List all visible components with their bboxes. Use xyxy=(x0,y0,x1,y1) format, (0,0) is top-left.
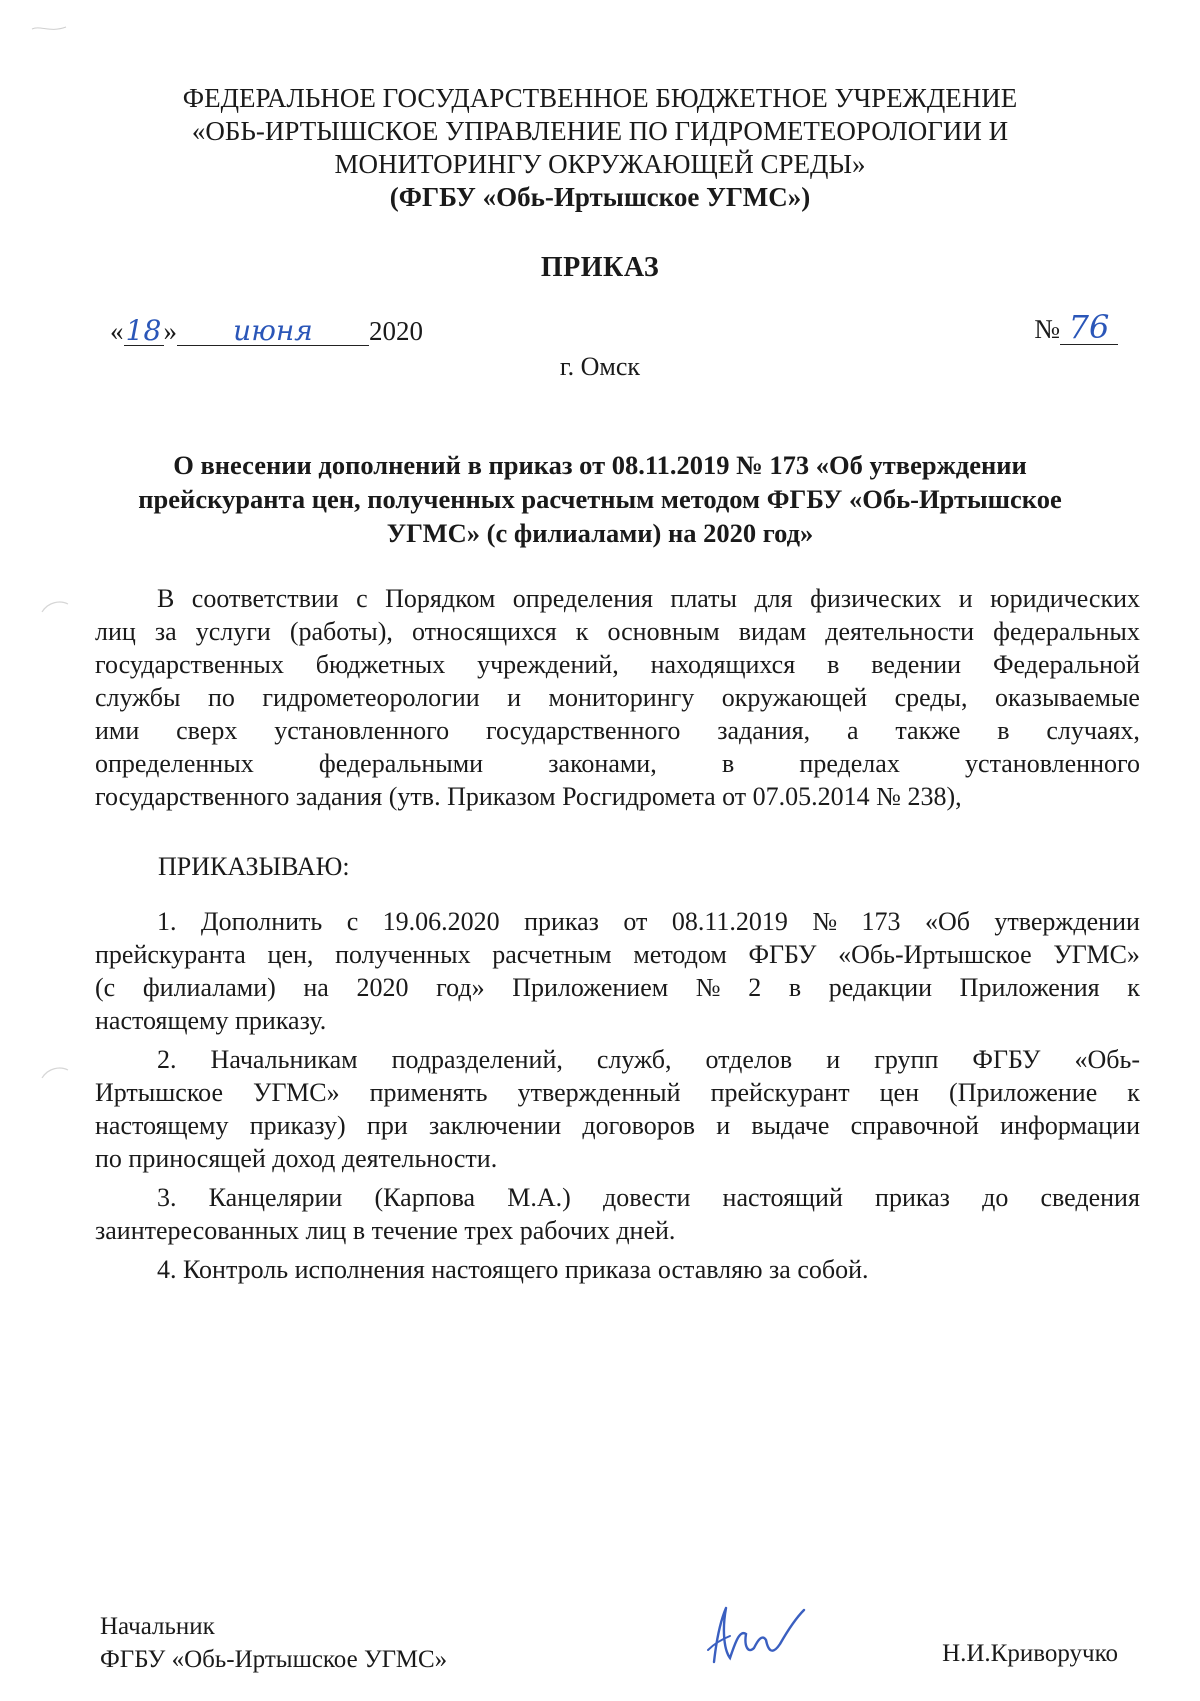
word: методом xyxy=(633,940,727,969)
word: «Об xyxy=(924,907,970,936)
position-title: Начальник xyxy=(100,1613,215,1640)
word: Начальникам xyxy=(210,1045,358,1074)
word: среды, xyxy=(894,683,968,712)
order-item-2 xyxy=(95,1043,1140,1175)
word: справочной xyxy=(850,1111,979,1140)
word: видам xyxy=(738,617,807,646)
item-line xyxy=(95,1109,1140,1142)
word: задания, xyxy=(717,716,811,745)
word: юридических xyxy=(990,584,1140,613)
word: Канцелярии xyxy=(208,1183,343,1212)
word: мониторингу xyxy=(548,683,695,712)
date-year: 2020 xyxy=(369,316,423,346)
order-items xyxy=(95,905,1140,1286)
order-item-3 xyxy=(95,1181,1140,1247)
subject-line: УГМС» (с филиалами) на 2020 год» xyxy=(386,518,814,548)
word: № xyxy=(695,973,721,1002)
city: г. Омск xyxy=(559,352,641,381)
preamble-line xyxy=(95,747,1140,780)
subject-line: прейскуранта цен, полученных расчетным методом ФГБУ «Обь-Иртышское xyxy=(138,484,1062,514)
preamble-line xyxy=(95,615,1140,648)
preamble-line xyxy=(95,582,1140,615)
word: Федеральной xyxy=(992,650,1140,679)
word: установленного xyxy=(274,716,450,745)
header-short-name: (ФГБУ «Обь-Иртышское УГМС») xyxy=(389,182,811,212)
preamble-line xyxy=(95,681,1140,714)
word: довести xyxy=(603,1183,691,1212)
word: утверждении xyxy=(994,907,1140,936)
word: Иртышское xyxy=(95,1078,223,1107)
word: подразделений, xyxy=(391,1045,563,1074)
word: по xyxy=(207,683,235,712)
scan-speck xyxy=(30,22,56,34)
word: настоящий xyxy=(722,1183,843,1212)
word: ими xyxy=(95,716,140,745)
item-line: по приносящей доход деятельности. xyxy=(95,1144,498,1173)
word: Порядком xyxy=(385,584,496,613)
word: приказу) xyxy=(249,1111,346,1140)
date-open-quote: « xyxy=(110,316,124,346)
item-line xyxy=(95,1076,1140,1109)
word: также xyxy=(895,716,961,745)
word: приказ xyxy=(875,1183,950,1212)
document-type-title: ПРИКАЗ xyxy=(540,252,660,283)
item-line: настоящему приказу. xyxy=(95,1006,327,1035)
word: 08.11.2019 xyxy=(671,907,788,936)
word: лиц xyxy=(95,617,136,646)
signatory-name: Н.И.Криворучко xyxy=(942,1640,1118,1667)
word: к xyxy=(575,617,589,646)
word: находящихся xyxy=(650,650,796,679)
word: учреждений, xyxy=(477,650,619,679)
word: выдаче xyxy=(751,1111,830,1140)
word: за xyxy=(154,617,177,646)
word: заключении xyxy=(428,1111,562,1140)
item-line xyxy=(95,905,1140,938)
word: относящихся xyxy=(411,617,557,646)
item-line: заинтересованных лиц в течение трех рабочих дней. xyxy=(95,1216,676,1245)
word: прейскурант xyxy=(710,1078,850,1107)
word: (Приложение xyxy=(949,1078,1098,1107)
word: соответствии xyxy=(191,584,339,613)
item-line xyxy=(95,938,1140,971)
word: УГМС» xyxy=(253,1078,340,1107)
word: законами, xyxy=(548,749,657,778)
word: цен xyxy=(879,1078,919,1107)
subject-line: О внесении дополнений в приказ от 08.11.2019 № 173 «Об утверждении xyxy=(173,450,1027,480)
word: 3. xyxy=(157,1183,177,1212)
word: в xyxy=(788,973,802,1002)
word: Приложением xyxy=(512,973,669,1002)
word: бюджетных xyxy=(315,650,446,679)
word: пределах xyxy=(799,749,900,778)
word: федеральных xyxy=(993,617,1140,646)
number-label: № xyxy=(1034,314,1060,344)
word: для xyxy=(754,584,793,613)
word: прейскуранта xyxy=(95,940,246,969)
word: ведении xyxy=(871,650,962,679)
word: 1. xyxy=(157,907,177,936)
word: УГМС» xyxy=(1053,940,1140,969)
order-date xyxy=(110,316,423,347)
word: государственных xyxy=(95,650,284,679)
item-line xyxy=(95,1181,1140,1214)
word: ФГБУ xyxy=(748,940,817,969)
order-number xyxy=(1034,308,1118,346)
word: сверх xyxy=(176,716,238,745)
word: Дополнить xyxy=(200,907,323,936)
word: утвержденный xyxy=(517,1078,681,1107)
preamble-line xyxy=(95,648,1140,681)
word: отделов xyxy=(705,1045,793,1074)
header-line: ФЕДЕРАЛЬНОЕ ГОСУДАРСТВЕННОЕ БЮДЖЕТНОЕ УЧРЕЖДЕНИЕ xyxy=(182,83,1018,113)
word: государственного xyxy=(486,716,681,745)
item-line: 4. Контроль исполнения настоящего приказа оставляю за собой. xyxy=(157,1255,869,1284)
word: 19.06.2020 xyxy=(382,907,500,936)
word: расчетным xyxy=(492,940,612,969)
word: и xyxy=(716,1111,731,1140)
word: с xyxy=(356,584,368,613)
word: настоящему xyxy=(95,1111,229,1140)
word: физических xyxy=(810,584,942,613)
word: полученных xyxy=(335,940,471,969)
word: групп xyxy=(874,1045,939,1074)
word: и xyxy=(958,584,973,613)
word: информации xyxy=(1000,1111,1140,1140)
word: платы xyxy=(670,584,738,613)
word: сведения xyxy=(1040,1183,1140,1212)
order-subject xyxy=(100,448,1100,550)
word: применять xyxy=(369,1078,488,1107)
word: при xyxy=(366,1111,408,1140)
preamble-line: государственного задания (утв. Приказом Росгидромета от 07.05.2014 № 238), xyxy=(95,782,962,811)
word: ФГБУ xyxy=(972,1045,1041,1074)
word: «Обь-Иртышское xyxy=(838,940,1032,969)
word: приказ xyxy=(524,907,599,936)
number-handwritten: 76 xyxy=(1068,308,1110,346)
word: В xyxy=(157,584,175,613)
signatory-position xyxy=(100,1610,447,1676)
preamble-paragraph xyxy=(95,582,1140,813)
word: № xyxy=(812,907,838,936)
date-day-handwritten: 18 xyxy=(125,314,162,347)
word: Приложения xyxy=(959,973,1100,1002)
word: от xyxy=(623,907,648,936)
word: служб, xyxy=(596,1045,672,1074)
word: 2. xyxy=(157,1045,177,1074)
word: в xyxy=(827,650,840,679)
punch-hole-mark xyxy=(40,1066,66,1078)
word: услуги xyxy=(195,617,271,646)
order-item-1 xyxy=(95,905,1140,1037)
word: установленного xyxy=(965,749,1140,778)
word: в xyxy=(721,749,735,778)
punch-hole-mark xyxy=(40,600,66,612)
header-line: «ОБЬ-ИРТЫШСКОЕ УПРАВЛЕНИЕ ПО ГИДРОМЕТЕОРОЛОГИИ И xyxy=(191,116,1009,146)
word: гидрометеорологии xyxy=(262,683,480,712)
word: 173 xyxy=(861,907,901,936)
directive-word: ПРИКАЗЫВАЮ: xyxy=(158,852,350,881)
word: 2020 xyxy=(356,973,409,1002)
word: (Карпова xyxy=(374,1183,476,1212)
word: к xyxy=(1127,973,1140,1002)
word: (с xyxy=(95,973,116,1002)
word: с xyxy=(346,907,359,936)
organization-header xyxy=(100,82,1100,214)
word: и xyxy=(507,683,522,712)
word: оказываемые xyxy=(994,683,1140,712)
item-line xyxy=(95,971,1140,1004)
word: филиалами) xyxy=(142,973,276,1002)
word: в xyxy=(997,716,1010,745)
word: редакции xyxy=(828,973,933,1002)
word: (работы), xyxy=(289,617,393,646)
word: окружающей xyxy=(721,683,868,712)
word: службы xyxy=(95,683,181,712)
handwritten-signature xyxy=(700,1600,820,1670)
word: а xyxy=(846,716,859,745)
word: год» xyxy=(436,973,485,1002)
word: и xyxy=(826,1045,841,1074)
word: основным xyxy=(607,617,720,646)
word: определения xyxy=(512,584,653,613)
date-close-quote: » xyxy=(163,316,177,346)
word: к xyxy=(1127,1078,1140,1107)
word: 2 xyxy=(748,973,762,1002)
word: на xyxy=(303,973,329,1002)
preamble-line xyxy=(95,714,1140,747)
order-item-4 xyxy=(95,1253,1140,1286)
date-month-handwritten: июня xyxy=(233,314,313,347)
word: федеральными xyxy=(318,749,484,778)
word: М.А.) xyxy=(507,1183,571,1212)
word: случаях, xyxy=(1046,716,1140,745)
word: договоров xyxy=(582,1111,695,1140)
item-line xyxy=(95,1043,1140,1076)
word: до xyxy=(982,1183,1009,1212)
word: цен, xyxy=(267,940,314,969)
position-organization: ФГБУ «Обь-Иртышское УГМС» xyxy=(100,1646,448,1673)
word: деятельности xyxy=(825,617,975,646)
word: определенных xyxy=(95,749,254,778)
word: «Обь- xyxy=(1074,1045,1140,1074)
header-line: МОНИТОРИНГУ ОКРУЖАЮЩЕЙ СРЕДЫ» xyxy=(334,149,866,179)
